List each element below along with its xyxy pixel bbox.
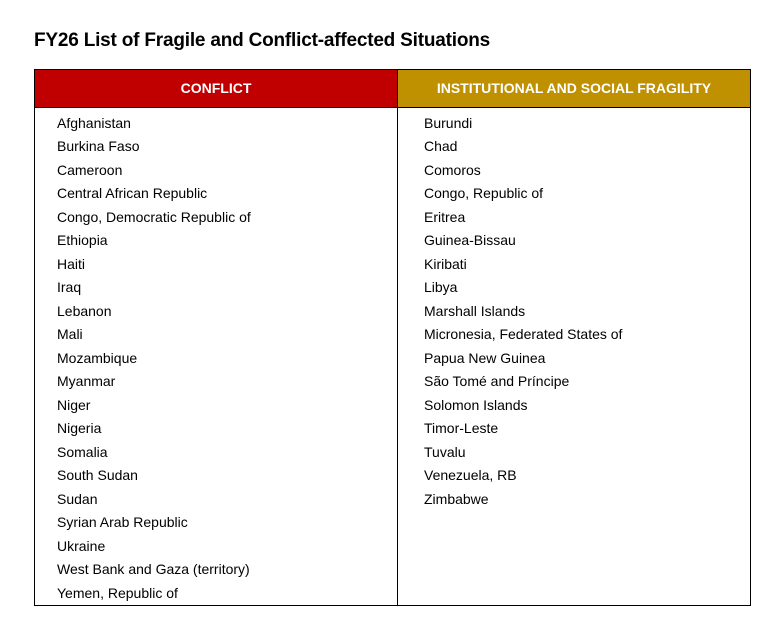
fragility-country-list bbox=[398, 108, 750, 606]
fragility-country-item: São Tomé and Príncipe bbox=[424, 373, 570, 389]
fragility-column-header: INSTITUTIONAL AND SOCIAL FRAGILITY bbox=[398, 70, 750, 107]
conflict-country-item: Lebanon bbox=[57, 302, 112, 319]
fragility-country-item: Kiribati bbox=[424, 255, 467, 272]
fragility-country-item: Guinea-Bissau bbox=[424, 232, 516, 248]
fragility-country-item: Burundi bbox=[424, 114, 473, 131]
conflict-country-item: Yemen, Republic of bbox=[57, 584, 178, 601]
fragility-country-item: Venezuela, RB bbox=[424, 467, 517, 483]
conflict-country-item: Nigeria bbox=[57, 420, 102, 436]
conflict-country-item: Ethiopia bbox=[57, 232, 108, 248]
conflict-country-item: Somalia bbox=[57, 443, 108, 460]
fragility-country-item: Micronesia, Federated States of bbox=[424, 326, 623, 342]
fragility-country-item: Libya bbox=[424, 279, 458, 295]
conflict-country-item: Haiti bbox=[57, 255, 86, 272]
fragility-country-item: Chad bbox=[424, 138, 458, 154]
conflict-country-item: Afghanistan bbox=[57, 114, 131, 131]
fragility-country-item: Comoros bbox=[424, 161, 481, 178]
fcs-table bbox=[34, 69, 751, 606]
conflict-country-item: Mali bbox=[57, 326, 83, 342]
table-header-row bbox=[35, 70, 750, 108]
conflict-country-item: West Bank and Gaza (territory) bbox=[57, 561, 250, 577]
conflict-country-item: Cameroon bbox=[57, 161, 123, 178]
fragility-country-item: Zimbabwe bbox=[424, 490, 489, 507]
conflict-column-header: CONFLICT bbox=[35, 70, 398, 107]
conflict-country-item: Syrian Arab Republic bbox=[57, 514, 188, 530]
conflict-country-item: Central African Republic bbox=[57, 185, 208, 201]
conflict-country-list bbox=[35, 108, 398, 606]
conflict-country-item: Sudan bbox=[57, 490, 98, 507]
conflict-country-item: Iraq bbox=[57, 279, 82, 295]
conflict-country-item: Myanmar bbox=[57, 373, 116, 389]
conflict-country-item: Burkina Faso bbox=[57, 138, 140, 154]
fragility-country-item: Tuvalu bbox=[424, 443, 466, 460]
conflict-country-item: South Sudan bbox=[57, 467, 138, 483]
conflict-country-item: Mozambique bbox=[57, 349, 138, 366]
document-title: FY26 List of Fragile and Conflict-affected Situations bbox=[34, 30, 491, 51]
fragility-country-item: Marshall Islands bbox=[424, 302, 526, 319]
conflict-country-item: Congo, Democratic Republic of bbox=[57, 208, 251, 225]
fragility-country-item: Congo, Republic of bbox=[424, 185, 544, 201]
conflict-country-item: Niger bbox=[57, 396, 91, 413]
fragility-country-item: Papua New Guinea bbox=[424, 349, 546, 366]
conflict-country-item: Ukraine bbox=[57, 537, 106, 554]
fragility-country-item: Eritrea bbox=[424, 208, 466, 225]
fragility-country-item: Solomon Islands bbox=[424, 396, 528, 413]
fragility-country-item: Timor-Leste bbox=[424, 420, 499, 436]
table-body-row bbox=[35, 108, 750, 606]
